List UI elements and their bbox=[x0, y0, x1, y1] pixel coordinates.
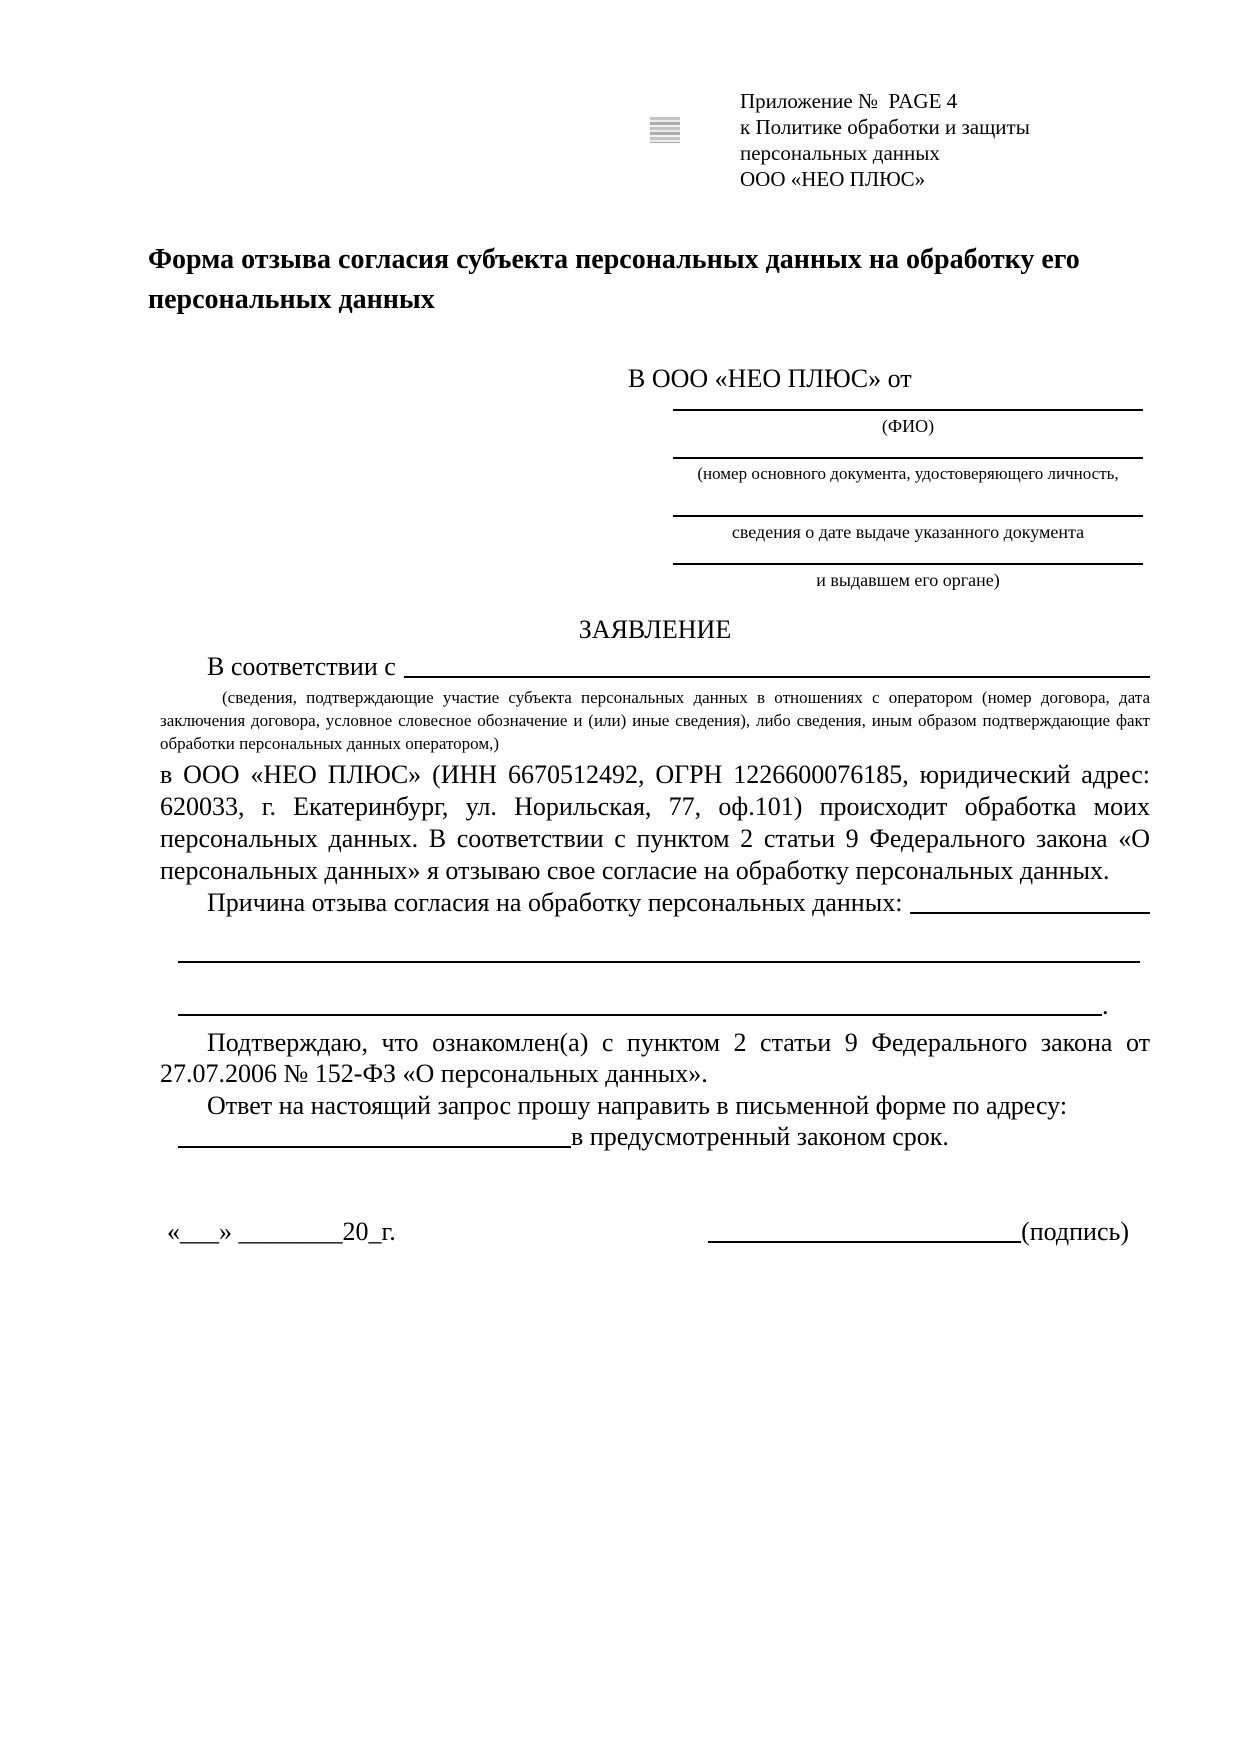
address-fill-line bbox=[178, 1146, 571, 1148]
opening-text: В соответствии с bbox=[207, 652, 396, 681]
reason-line bbox=[160, 887, 1150, 919]
header-line-policy: к Политике обработки и защиты bbox=[740, 115, 1030, 139]
statement-heading: ЗАЯВЛЕНИЕ bbox=[578, 615, 732, 644]
blank-fill-line-1 bbox=[178, 961, 1140, 963]
addressee-fill-fields bbox=[673, 409, 1143, 592]
blank-fill-line-2 bbox=[178, 991, 1150, 1021]
fill-line-document-number bbox=[673, 457, 1143, 459]
reply-request-paragraph: Ответ на настоящий запрос прошу направить в письменной форме по адресу: bbox=[207, 1091, 1068, 1120]
reason-fill-line bbox=[910, 912, 1150, 914]
fill-line-fio bbox=[673, 409, 1143, 411]
signature-fill-line bbox=[708, 1241, 1021, 1243]
fill-caption-issue-date: сведения о дате выдаче указанного документа bbox=[731, 522, 1085, 542]
fine-print-note: (сведения, подтверждающие участие субъекта персональных данных в отношениях с оператором (номер договора, дата заключения договора, условное словесное обозначение и (или) иные сведения), либо сведения, иным образом подтверждающие факт обработки персональных данных оператором,) bbox=[160, 688, 1150, 753]
opening-fill-line bbox=[404, 676, 1150, 678]
document-title: Форма отзыва согласия субъекта персональных данных на обработку его персональных данных bbox=[148, 244, 1080, 315]
confirmation-paragraph: Подтверждаю, что ознакомлен(а) с пунктом 2 статьи 9 Федерального закона от 27.07.2006 № 152-ФЗ «О персональных данных». bbox=[160, 1028, 1150, 1088]
addressee-line: В ООО «НЕО ПЛЮС» от bbox=[628, 364, 912, 393]
header-line-company: ООО «НЕО ПЛЮС» bbox=[740, 167, 926, 191]
header-line-personal-data: персональных данных bbox=[740, 141, 940, 165]
document-body bbox=[148, 240, 1150, 1248]
blank-line-period: . bbox=[1102, 991, 1109, 1020]
document-header-reference bbox=[740, 88, 1030, 192]
signature-caption: (подпись) bbox=[1021, 1217, 1129, 1246]
blurred-image-artifact bbox=[650, 117, 680, 143]
reply-tail-text: в предусмотренный законом срок. bbox=[571, 1122, 949, 1151]
fill-caption-issuing-authority: и выдавшем его органе) bbox=[816, 570, 1000, 590]
signature-group bbox=[708, 1216, 1129, 1248]
opening-line bbox=[160, 651, 1150, 683]
fill-line-issue-date bbox=[673, 515, 1143, 517]
date-signature-row bbox=[160, 1216, 1150, 1248]
fill-line-issuing-authority bbox=[673, 563, 1143, 565]
fill-caption-document-number: (номер основного документа, удостоверяющего личность, bbox=[697, 464, 1119, 483]
header-line-appendix: Приложение № PAGE 4 bbox=[740, 89, 958, 113]
blank-fill-line-2-rule bbox=[178, 1014, 1102, 1016]
date-blank: «___» ________20_г. bbox=[167, 1217, 396, 1246]
reply-address-line bbox=[160, 1121, 1150, 1152]
reason-label: Причина отзыва согласия на обработку персональных данных: bbox=[207, 888, 903, 917]
fill-caption-fio: (ФИО) bbox=[881, 416, 935, 436]
body-paragraph: в ООО «НЕО ПЛЮС» (ИНН 6670512492, ОГРН 1226600076185, юридический адрес: 620033, г. Екатеринбург, ул. Норильская, 77, оф.101) происходит обработка моих персональных данных. В соответствии с пунктом 2 статьи 9 Федерального закона «О персональных данных» я отзываю свое согласие на обработку персональных данных. bbox=[160, 760, 1150, 885]
